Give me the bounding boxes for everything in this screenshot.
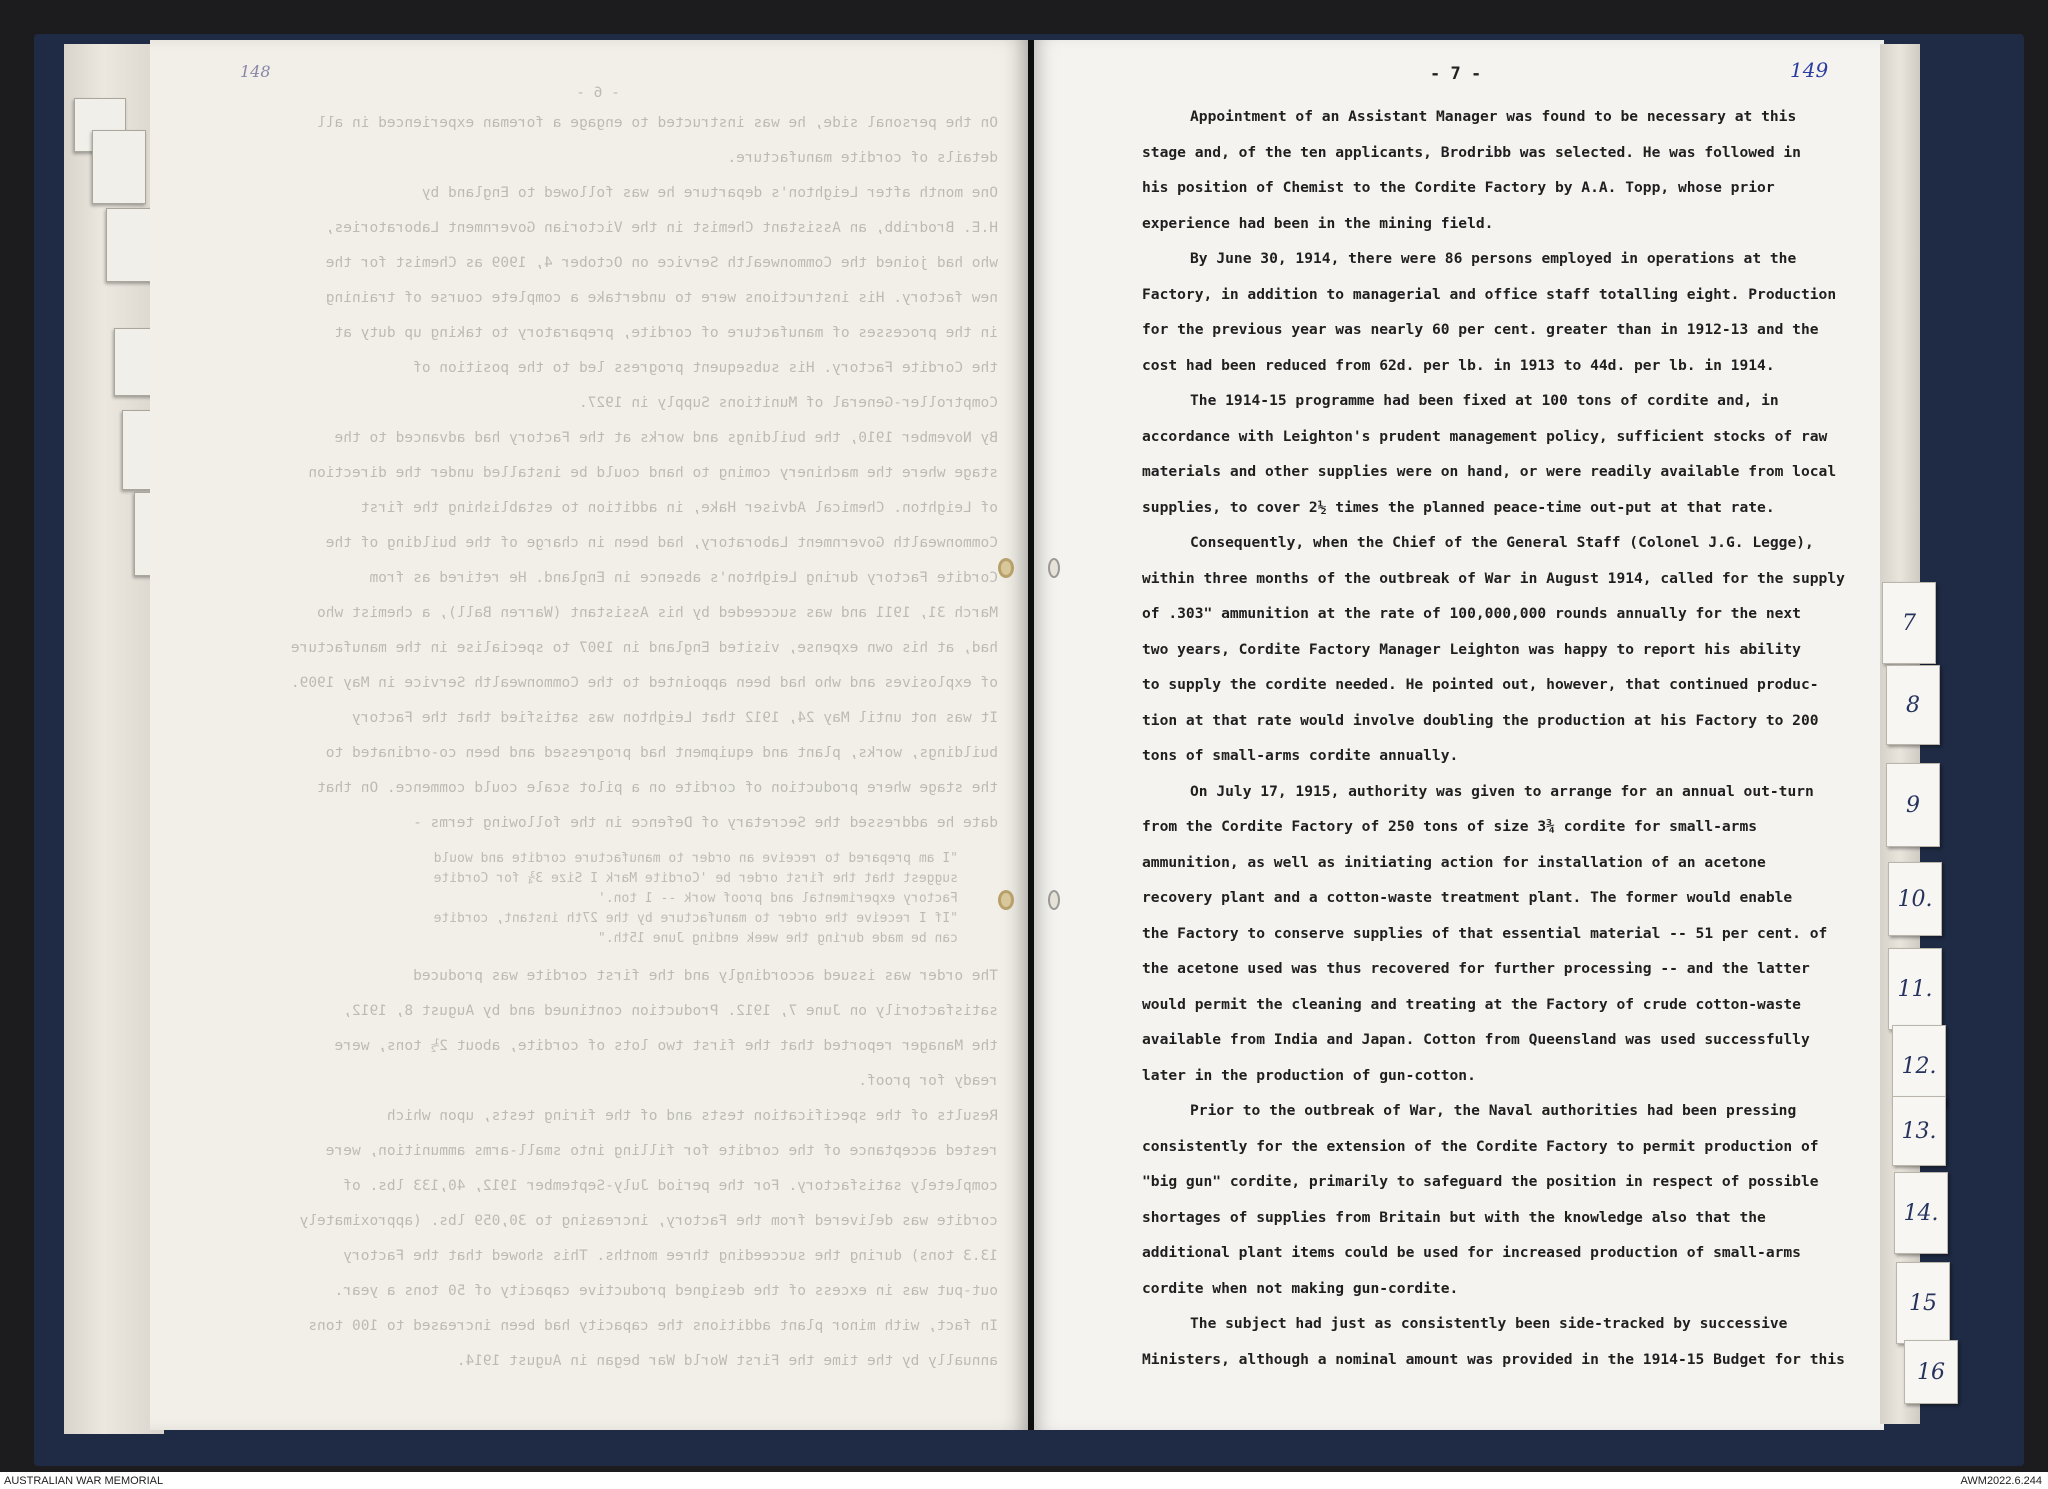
text-line: Ministers, although a nominal amount was provided in the 1914-15 Budget for this — [1142, 1350, 1845, 1368]
mirrored-text-line: satisfactorily on June 7, 1912. Production continued and by August 8, 1912, — [343, 1003, 998, 1019]
mirrored-text-line: cordite was delivered from the Factory, increasing to 30,059 lbs. (approximately — [299, 1213, 998, 1229]
text-line: cost had been reduced from 62d. per lb. in 1913 to 44d. per lb. in 1914. — [1142, 356, 1775, 374]
text-line: tons of small-arms cordite annually. — [1142, 747, 1459, 764]
mirrored-text-line: "I am prepared to receive an order to manufacture cordite and would — [433, 851, 958, 866]
index-tab[interactable]: 7 — [1882, 582, 1936, 664]
footer-bar — [0, 1472, 2048, 1489]
text-line: Prior to the outbreak of War, the Naval authorities had been pressing — [1190, 1102, 1797, 1119]
text-line: shortages of supplies from Britain but with the knowledge also that the — [1142, 1208, 1766, 1226]
index-tab[interactable]: 13. — [1892, 1096, 1946, 1166]
index-tab[interactable]: 11. — [1888, 948, 1942, 1030]
index-tab[interactable]: 12. — [1892, 1025, 1946, 1107]
mirrored-text-line: In fact, with minor plant additions the capacity had been increased to 100 tons — [308, 1318, 998, 1334]
mirrored-text-line: the stage where production of cordite on a pilot scale could commence. On that — [317, 780, 998, 796]
mirrored-text-line: date he addressed the Secretary of Defence in the following terms - — [413, 815, 998, 831]
mirrored-text-line: annually by the time the First World War began in August 1914. — [456, 1353, 998, 1369]
text-line: additional plant items could be used for increased production of small-arms — [1142, 1244, 1801, 1261]
left-page-mirrored-text — [198, 80, 998, 1379]
right-page-body — [1142, 99, 1862, 1377]
index-tab[interactable]: 16 — [1904, 1340, 1958, 1404]
mirrored-text-line: March 31, 1911 and was succeeded by his Assistant (Warren Ball), a chemist who — [317, 605, 998, 621]
text-line: Appointment of an Assistant Manager was found to be necessary at this — [1190, 108, 1797, 125]
mirrored-text-line: 13.3 tons) during the succeeding three months. This showed that the Factory — [343, 1248, 998, 1264]
text-line: to supply the cordite needed. He pointed out, however, that continued produc- — [1142, 676, 1819, 693]
index-tab[interactable]: 15 — [1896, 1262, 1950, 1344]
mirrored-text-line: Comptroller-General of Munitions Supply in 1927. — [578, 395, 998, 411]
text-line: for the previous year was nearly 60 per cent. greater than in 1912-13 and the — [1142, 321, 1819, 338]
text-line: tion at that rate would involve doubling the production at his Factory to 200 — [1142, 711, 1819, 729]
right-handwritten-folio: 149 — [1790, 58, 1829, 82]
text-line: The 1914-15 programme had been fixed at 100 tons of cordite and, in — [1190, 392, 1779, 409]
mirrored-text-line: of Leighton. Chemical Adviser Hake, in addition to establishing the first — [360, 500, 998, 516]
text-line: the Factory to conserve supplies of that essential material -- 51 per cent. of — [1142, 924, 1828, 942]
text-line: from the Cordite Factory of 250 tons of size 3¾ cordite for small-arms — [1142, 818, 1758, 835]
binding-ring — [998, 890, 1014, 910]
index-tab[interactable]: 8 — [1886, 665, 1940, 745]
mirrored-text-line: in the processes of manufacture of cordite, preparatory to taking up duty at — [334, 325, 998, 341]
mirrored-text-line: "If I receive the order to manufacture by the 27th instant, cordite — [433, 911, 958, 926]
text-line: Consequently, when the Chief of the General Staff (Colonel J.G. Legge), — [1190, 534, 1814, 551]
index-tab[interactable]: 14. — [1894, 1172, 1948, 1254]
binding-ring — [998, 558, 1014, 578]
mirrored-text-line: By November 1910, the buildings and works at the Factory had advanced to the — [334, 430, 998, 446]
text-line: The subject had just as consistently been side-tracked by successive — [1190, 1315, 1788, 1332]
mirrored-text-line: can be made during the week ending June 15th." — [597, 931, 958, 946]
text-line: the acetone used was thus recovered for further processing -- and the latter — [1142, 960, 1810, 977]
text-line: accordance with Leighton's prudent management policy, sufficient stocks of raw — [1142, 427, 1828, 445]
binding-hole — [1048, 890, 1060, 910]
mirrored-text-line: completely satisfactory. For the period July-September 1912, 40,133 lbs. of — [343, 1178, 998, 1194]
text-line: experience had been in the mining field. — [1142, 214, 1494, 232]
text-line: later in the production of gun-cotton. — [1142, 1066, 1476, 1084]
mirrored-text-line: had, at his own expense, visited England in 1907 to specialise in the manufacture — [290, 640, 998, 656]
text-line: ammunition, as well as initiating action for installation of an acetone — [1142, 853, 1766, 871]
mirrored-text-line: H.E. Brodribb, an Assistant Chemist in the Victorian Government Laboratories, — [325, 220, 998, 236]
mirrored-text-line: suggest that the first order be 'Cordite Mark I Size 3¾ for Cordite — [433, 871, 958, 886]
binding-hole — [1048, 558, 1060, 578]
mirrored-text-line: the Manager reported that the first two lots of cordite, about 2½ tons, were — [334, 1038, 998, 1054]
text-line: recovery plant and a cotton-waste treatment plant. The former would enable — [1142, 889, 1793, 906]
mirrored-text-line: Results of the specification tests and of the firing tests, upon which — [386, 1108, 998, 1124]
mirrored-text-line: Cordite Factory during Leighton's absence in England. He retired as from — [369, 570, 998, 586]
mirrored-text-line: On the personal side, he was instructed to engage a foreman experienced in all — [317, 115, 998, 131]
mirrored-text-line: It was not until May 24, 1912 that Leighton was satisfied that the Factory — [351, 710, 998, 726]
text-line: On July 17, 1915, authority was given to arrange for an annual out-turn — [1190, 782, 1814, 800]
text-line: cordite when not making gun-cordite. — [1142, 1279, 1459, 1297]
right-page-header: - 7 - — [1430, 64, 1482, 84]
mirrored-text-line: Commonwealth Government Laboratory, had been in charge of the building of the — [325, 535, 998, 551]
mirrored-text-line: buildings, works, plant and equipment had progressed and been co-ordinated to — [325, 745, 998, 761]
mirrored-text-line: rested acceptance of the cordite for filling into small-arms ammunition, were — [325, 1143, 998, 1159]
mirrored-text-line: details of cordite manufacture. — [727, 150, 998, 166]
mirrored-text-line: the Cordite Factory. His subsequent progress led to the position of — [413, 360, 998, 376]
text-line: two years, Cordite Factory Manager Leighton was happy to report his ability — [1142, 640, 1801, 658]
mirrored-text-line: stage where the machinery coming to hand could be installed under the direction — [308, 465, 998, 481]
mirrored-text-line: out-put was in excess of the designed productive capacity of 50 tons a year. — [334, 1283, 998, 1299]
left-page-header: - 6 - — [576, 85, 620, 101]
text-line: would permit the cleaning and treating at the Factory of crude cotton-waste — [1142, 995, 1801, 1013]
text-line: materials and other supplies were on hand, or were readily available from local — [1142, 463, 1837, 480]
left-index-tab — [92, 130, 146, 204]
index-tab[interactable]: 10. — [1888, 862, 1942, 936]
mirrored-text-line: Factory experimental and proof work -- 1 ton.' — [597, 891, 958, 906]
text-line: of .303" ammunition at the rate of 100,000,000 rounds annually for the next — [1142, 605, 1801, 622]
index-tab[interactable]: 9 — [1886, 763, 1940, 847]
text-line: stage and, of the ten applicants, Brodribb was selected. He was followed in — [1142, 143, 1801, 161]
mirrored-text-line: of explosives and who had been appointed to the Commonwealth Service in May 1909. — [290, 675, 998, 691]
text-line: By June 30, 1914, there were 86 persons employed in operations at the — [1190, 250, 1797, 267]
text-line: consistently for the extension of the Cordite Factory to permit production of — [1142, 1137, 1819, 1155]
text-line: supplies, to cover 2½ times the planned peace-time out-put at that rate. — [1142, 498, 1775, 516]
mirrored-text-line: who had joined the Commonwealth Service on October 4, 1909 as Chemist for the — [325, 255, 998, 271]
mirrored-text-line: new factory. His instructions were to undertake a complete course of training — [325, 290, 998, 306]
text-line: "big gun" cordite, primarily to safeguard the position in respect of possible — [1142, 1173, 1819, 1190]
text-line: Factory, in addition to managerial and office staff totalling eight. Production — [1142, 285, 1837, 303]
mirrored-text-line: The order was issued accordingly and the first cordite was produced — [413, 968, 998, 984]
mirrored-text-line: ready for proof. — [858, 1073, 998, 1089]
mirrored-text-line: One month after Leighton's departure he was followed to England by — [421, 185, 998, 201]
footer-accession-number: AWM2022.6.244 — [1960, 1475, 2042, 1487]
text-line: his position of Chemist to the Cordite Factory by A.A. Topp, whose prior — [1142, 179, 1775, 196]
text-line: available from India and Japan. Cotton from Queensland was used successfully — [1142, 1031, 1810, 1048]
left-handwritten-folio: 148 — [240, 62, 271, 81]
footer-credit: AUSTRALIAN WAR MEMORIAL — [4, 1475, 164, 1487]
text-line: within three months of the outbreak of War in August 1914, called for the supply — [1142, 569, 1845, 587]
